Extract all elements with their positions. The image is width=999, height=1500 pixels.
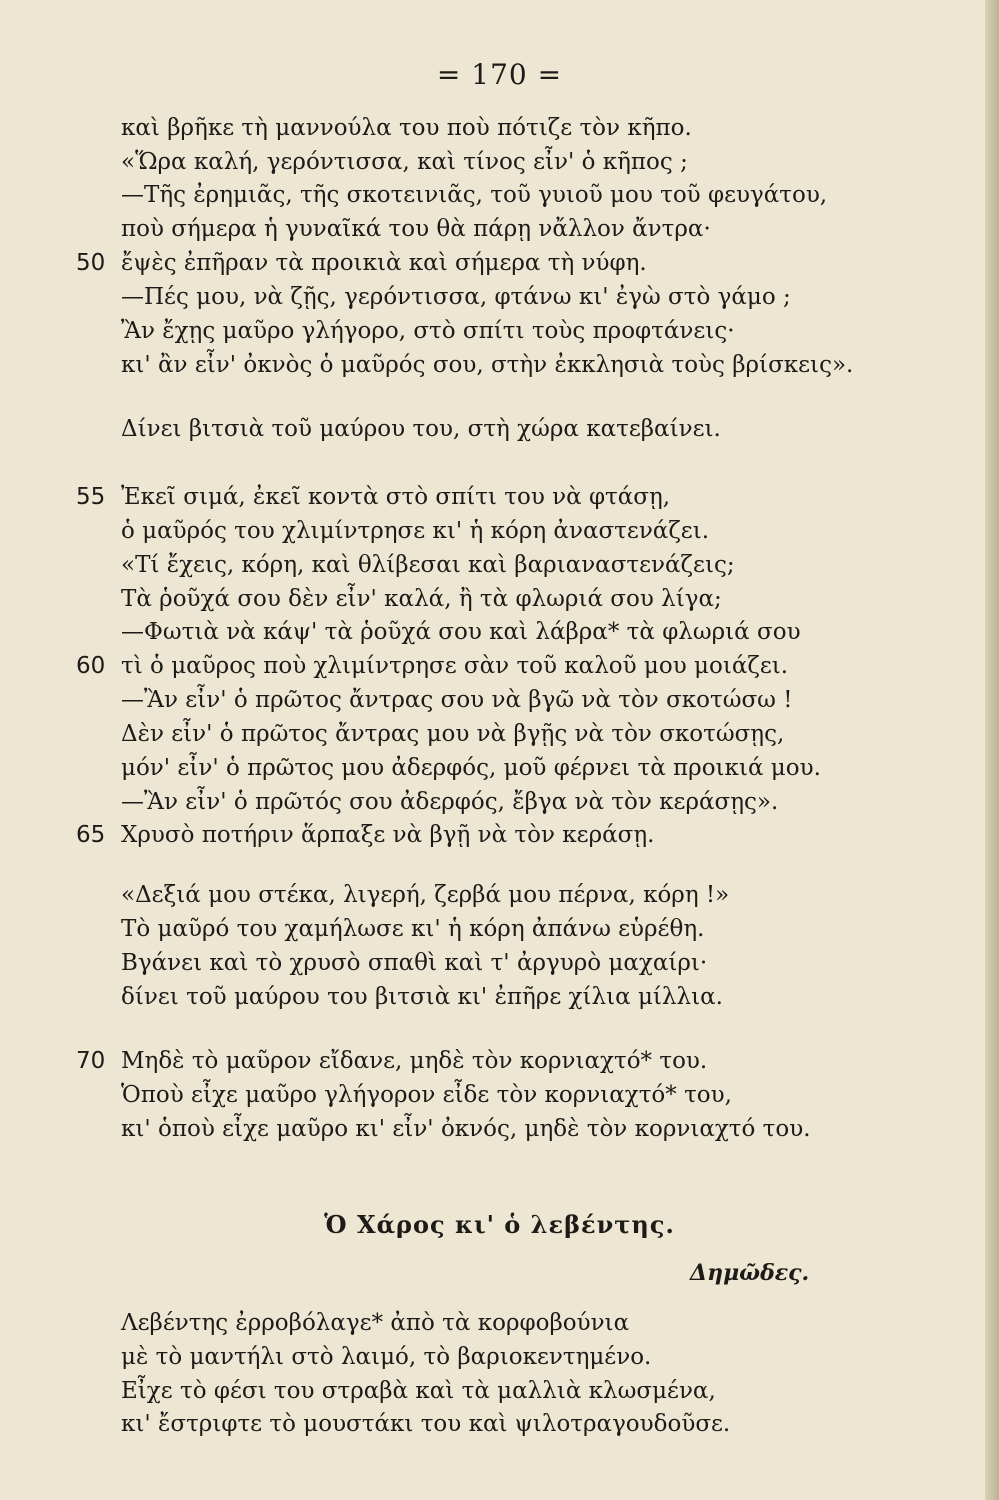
poem-line: κι' ὁποὺ εἶχε μαῦρο κι' εἶν' ὀκνός, μηδὲ τὸν κορνιαχτό του.: [121, 1116, 811, 1142]
page-number: = 170 =: [436, 58, 563, 91]
poem-title: Ὁ Χάρος κι' ὁ λεβέντης.: [324, 1210, 675, 1239]
poem-line: μὲ τὸ μαντήλι στὸ λαιμό, τὸ βαριοκεντημένο.: [121, 1344, 652, 1370]
poem-line: κι' ἔστριφτε τὸ μουστάκι του καὶ ψιλοτραγουδοῦσε.: [121, 1411, 731, 1437]
poem-line: Ἐκεῖ σιμά, ἐκεῖ κοντὰ στὸ σπίτι του νὰ φτάσῃ,: [121, 484, 671, 510]
poem-line: Μηδὲ τὸ μαῦρον εἴδανε, μηδὲ τὸν κορνιαχτό* του.: [121, 1048, 708, 1074]
line-number: 65: [76, 822, 106, 848]
line-number: 70: [76, 1048, 106, 1074]
poem-line: Δίνει βιτσιὰ τοῦ μαύρου του, στὴ χώρα κατεβαίνει.: [121, 416, 721, 442]
poem-line: μόν' εἶν' ὁ πρῶτος μου ἀδερφός, μοῦ φέρνει τὰ προικιά μου.: [121, 755, 821, 781]
poem-line: —Πές μου, νὰ ζῇς, γερόντισσα, φτάνω κι' ἐγὼ στὸ γάμο ;: [121, 284, 791, 310]
line-number: 60: [76, 653, 106, 679]
poem-line: —Τῆς ἐρημιᾶς, τῆς σκοτεινιᾶς, τοῦ γυιοῦ μου τοῦ φευγάτου,: [121, 182, 828, 208]
line-number: 55: [76, 484, 106, 510]
poem-line: Τὸ μαῦρό του χαμήλωσε κι' ἡ κόρη ἀπάνω εὑρέθη.: [121, 916, 705, 942]
line-number: 50: [76, 250, 106, 276]
poem-line: τὶ ὁ μαῦρος ποὺ χλιμίντρησε σὰν τοῦ καλοῦ μου μοιάζει.: [121, 653, 789, 679]
poem-line: Εἶχε τὸ φέσι του στραβὰ καὶ τὰ μαλλιὰ κλωσμένα,: [121, 1378, 716, 1404]
poem-line: «Δεξιά μου στέκα, λιγερή, ζερβά μου πέρνα, κόρη !»: [121, 882, 730, 908]
poem-line: Ἂν ἔχῃς μαῦρο γλήγορο, στὸ σπίτι τοὺς προφτάνεις·: [121, 318, 735, 344]
poem-line: Λεβέντης ἐρροβόλαγε* ἀπὸ τὰ κορφοβούνια: [121, 1310, 630, 1336]
poem-subtitle: Δημῶδες.: [690, 1260, 810, 1286]
poem-line: Τὰ ῥοῦχά σου δὲν εἶν' καλά, ἢ τὰ φλωριά σου λίγα;: [121, 586, 722, 612]
poem-line: καὶ βρῆκε τὴ μαννούλα του ποὺ πότιζε τὸν κῆπο.: [121, 115, 692, 141]
poem-line: Ὁποὺ εἶχε μαῦρο γλήγορον εἶδε τὸν κορνιαχτό* του,: [121, 1082, 732, 1108]
poem-line: ἔψὲς ἐπῆραν τὰ προικιὰ καὶ σήμερα τὴ νύφη.: [121, 250, 647, 276]
page-edge: [985, 0, 999, 1500]
poem-line: κι' ἂν εἶν' ὀκνὸς ὁ μαῦρός σου, στὴν ἐκκλησιὰ τοὺς βρίσκεις».: [121, 352, 854, 378]
poem-line: —Ἂν εἶν' ὁ πρῶτος ἄντρας σου νὰ βγῶ νὰ τὸν σκοτώσω !: [121, 687, 793, 713]
poem-line: «Ὥρα καλή, γερόντισσα, καὶ τίνος εἶν' ὁ κῆπος ;: [121, 149, 688, 175]
poem-line: Βγάνει καὶ τὸ χρυσὸ σπαθὶ καὶ τ' ἀργυρὸ μαχαίρι·: [121, 950, 708, 976]
poem-line: «Τί ἔχεις, κόρη, καὶ θλίβεσαι καὶ βαριαναστενάζεις;: [121, 552, 735, 578]
poem-line: Δὲν εἶν' ὁ πρῶτος ἄντρας μου νὰ βγῇς νὰ τὸν σκοτώσῃς,: [121, 721, 785, 747]
poem-line: ποὺ σήμερα ἡ γυναῖκά του θὰ πάρῃ νἄλλον ἄντρα·: [121, 216, 711, 242]
poem-line: δίνει τοῦ μαύρου του βιτσιὰ κι' ἐπῆρε χίλια μίλλια.: [121, 984, 723, 1010]
poem-line: Χρυσὸ ποτήριν ἅρπαξε νὰ βγῇ νὰ τὸν κεράσῃ.: [121, 822, 655, 848]
poem-line: —Ἂν εἶν' ὁ πρῶτός σου ἀδερφός, ἔβγα νὰ τὸν κεράσῃς».: [121, 789, 779, 815]
poem-line: ὁ μαῦρός του χλιμίντρησε κι' ἡ κόρη ἀναστενάζει.: [121, 518, 710, 544]
poem-line: —Φωτιὰ νὰ κάψ' τὰ ῥοῦχά σου καὶ λάβρα* τὰ φλωριά σου: [121, 619, 801, 645]
